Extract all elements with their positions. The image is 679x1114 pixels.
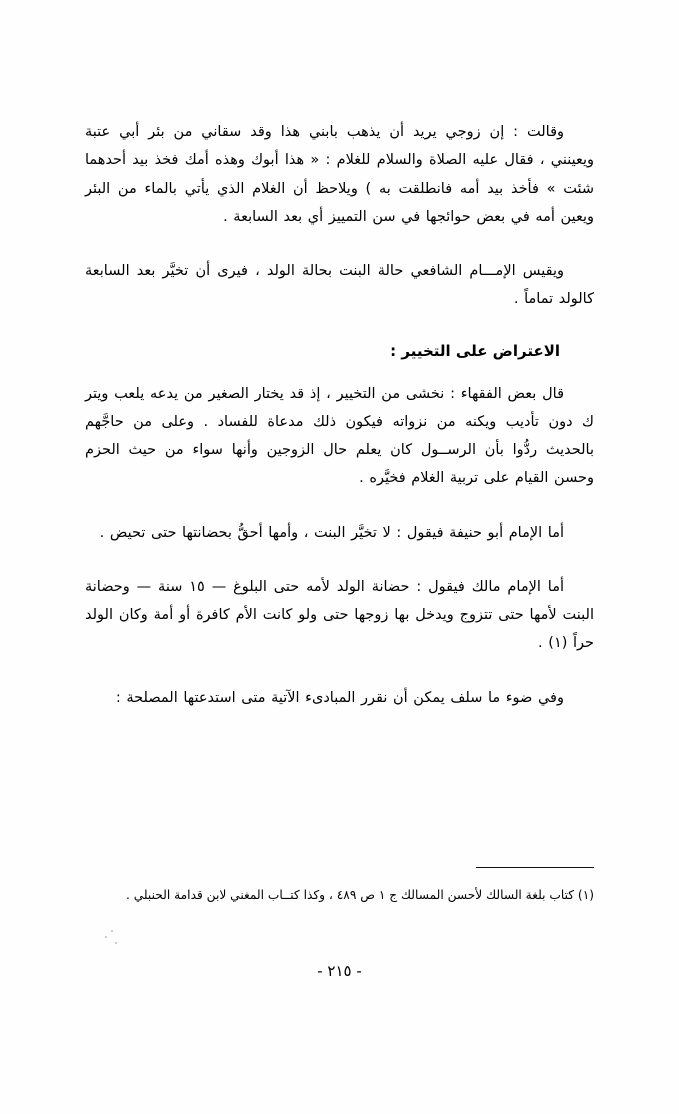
paper-speck [111, 930, 113, 932]
paper-speck [115, 942, 117, 944]
paper-speck [105, 936, 107, 938]
page-number: - ٢١٥ - [317, 962, 362, 980]
paragraph-3: قال بعض الفقهاء : نخشى من التخيير ، إذ قد يختار الصغير من يدعه يلعب ويتر ك دون تأديب ويكنه من نزواته فيكون ذلك مدعاة للفساد . وعلى من حاجَّهم بالحديث ردُّوا بأن الرســول كان يعلم حال الزوجين وأنها سواء من حيث الحزم وحسن القيام على تربية الغلام فخيَّره . [85, 385, 594, 487]
section-heading: الاعتراض على التخيير : [390, 341, 560, 360]
footnote-separator [476, 867, 594, 868]
paragraph-6: وفي ضوء ما سلف يمكن أن نقرر المبادىء الآتية متى استدعتها المصلحة : [115, 689, 564, 706]
paragraph-4: أما الإمام أبو حنيفة فيقول : لا تخيَّر البنت ، وأمها أحقُّ بحضانتها حتى تحيض . [99, 524, 564, 541]
page-body [85, 118, 594, 730]
footnote-text: (١) كتاب بلغة السالك لأحسن المسالك ج ١ ص ٤٨٩ ، وكذا كتــاب المغني لابن قدامة الحنبلي . [125, 888, 594, 902]
paragraph-1: وقالت : إن زوجي يريد أن يذهب بابني هذا وقد سقاني من بئر أبي عتبة ويعينني ، فقال عليه الصلاة والسلام للغلام : « هذا أبوك وهذه أمك فخذ بيد أحدهما شئت » فأخذ بيد أمه فانطلقت به ) ويلاحظ أن الغلام الذي يأتي بالماء من البئر ويعين أمه في بعض حوائجها في سن التمييز أي بعد السابعة . [85, 124, 594, 225]
paragraph-2: ويقيس الإمـــام الشافعي حالة البنت بحالة الولد ، فيرى أن تخيَّر بعد السابعة كالولد تماماً . [85, 263, 594, 308]
paragraph-5: أما الإمام مالك فيقول : حضانة الولد لأمه حتى البلوغ — ١٥ سنة — وحضانة البنت لأمها حتى تتزوج ويدخل بها زوجها حتى ولو كانت الأم كافرة أو أمة وكان الولد حراً (١) . [85, 578, 594, 652]
